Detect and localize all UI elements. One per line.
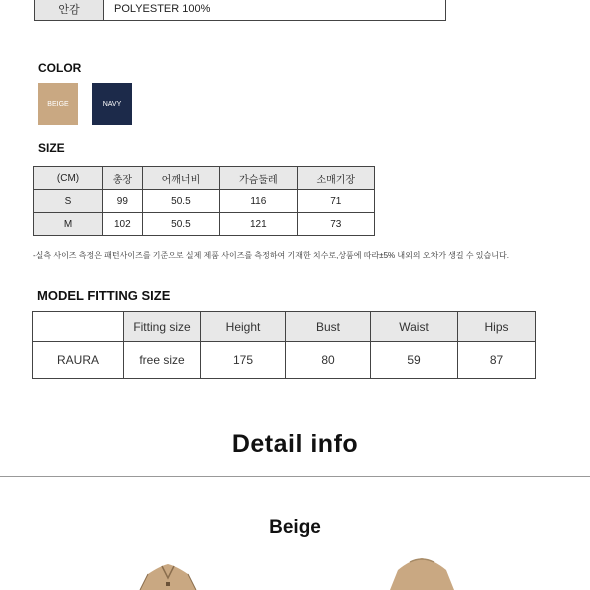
size-header-cell: 어깨너비 <box>142 167 219 190</box>
size-table-row <box>34 190 375 213</box>
size-header-cell: 총장 <box>103 167 143 190</box>
beige-heading: Beige <box>269 517 321 538</box>
size-table <box>33 166 375 236</box>
size-cell: 50.5 <box>142 213 219 236</box>
size-header-cell: 가슴둘레 <box>220 167 297 190</box>
navy-swatch <box>92 83 132 125</box>
color-section-title: COLOR <box>38 61 82 75</box>
model-cell: 175 <box>201 342 286 379</box>
size-header-cell: (CM) <box>34 167 103 190</box>
model-header-cell: Bust <box>286 312 371 342</box>
beige-swatch-label: BEIGE <box>47 100 69 108</box>
size-table-row <box>34 213 375 236</box>
lining-label: 안감 <box>35 0 104 20</box>
size-section-title: SIZE <box>38 141 65 155</box>
navy-swatch-label: NAVY <box>102 100 122 108</box>
section-divider <box>0 476 590 477</box>
size-note: -실측 사이즈 측정은 패턴사이즈를 기준으로 실제 제품 사이즈를 측정하여 기재한 치수로,상품에 따라±5% 내외의 오차가 생길 수 있습니다. <box>33 251 509 260</box>
model-cell: RAURA <box>33 342 124 379</box>
size-cell: 71 <box>297 190 374 213</box>
size-cell: 99 <box>103 190 143 213</box>
model-header-cell: Hips <box>458 312 536 342</box>
model-cell: 59 <box>371 342 458 379</box>
model-table-row <box>33 342 536 379</box>
size-cell: 73 <box>297 213 374 236</box>
model-section-title: MODEL FITTING SIZE <box>37 288 171 303</box>
model-cell: 80 <box>286 342 371 379</box>
model-table-header-row <box>33 312 536 342</box>
size-cell: S <box>34 190 103 213</box>
beige-swatch <box>38 83 78 125</box>
beige-coat-front-image <box>118 560 218 590</box>
model-fitting-table <box>32 311 536 379</box>
lining-row <box>34 0 446 21</box>
lining-value: POLYESTER 100% <box>114 3 211 15</box>
size-cell: 102 <box>103 213 143 236</box>
detail-info-title: Detail info <box>231 430 359 458</box>
model-header-cell: Fitting size <box>124 312 201 342</box>
model-cell: free size <box>124 342 201 379</box>
model-header-cell: Waist <box>371 312 458 342</box>
size-cell: M <box>34 213 103 236</box>
size-header-cell: 소매기장 <box>297 167 374 190</box>
beige-coat-back-image <box>372 552 472 590</box>
size-cell: 116 <box>220 190 297 213</box>
size-cell: 50.5 <box>142 190 219 213</box>
model-header-cell <box>33 312 124 342</box>
model-header-cell: Height <box>201 312 286 342</box>
size-table-header-row <box>34 167 375 190</box>
model-cell: 87 <box>458 342 536 379</box>
size-cell: 121 <box>220 213 297 236</box>
